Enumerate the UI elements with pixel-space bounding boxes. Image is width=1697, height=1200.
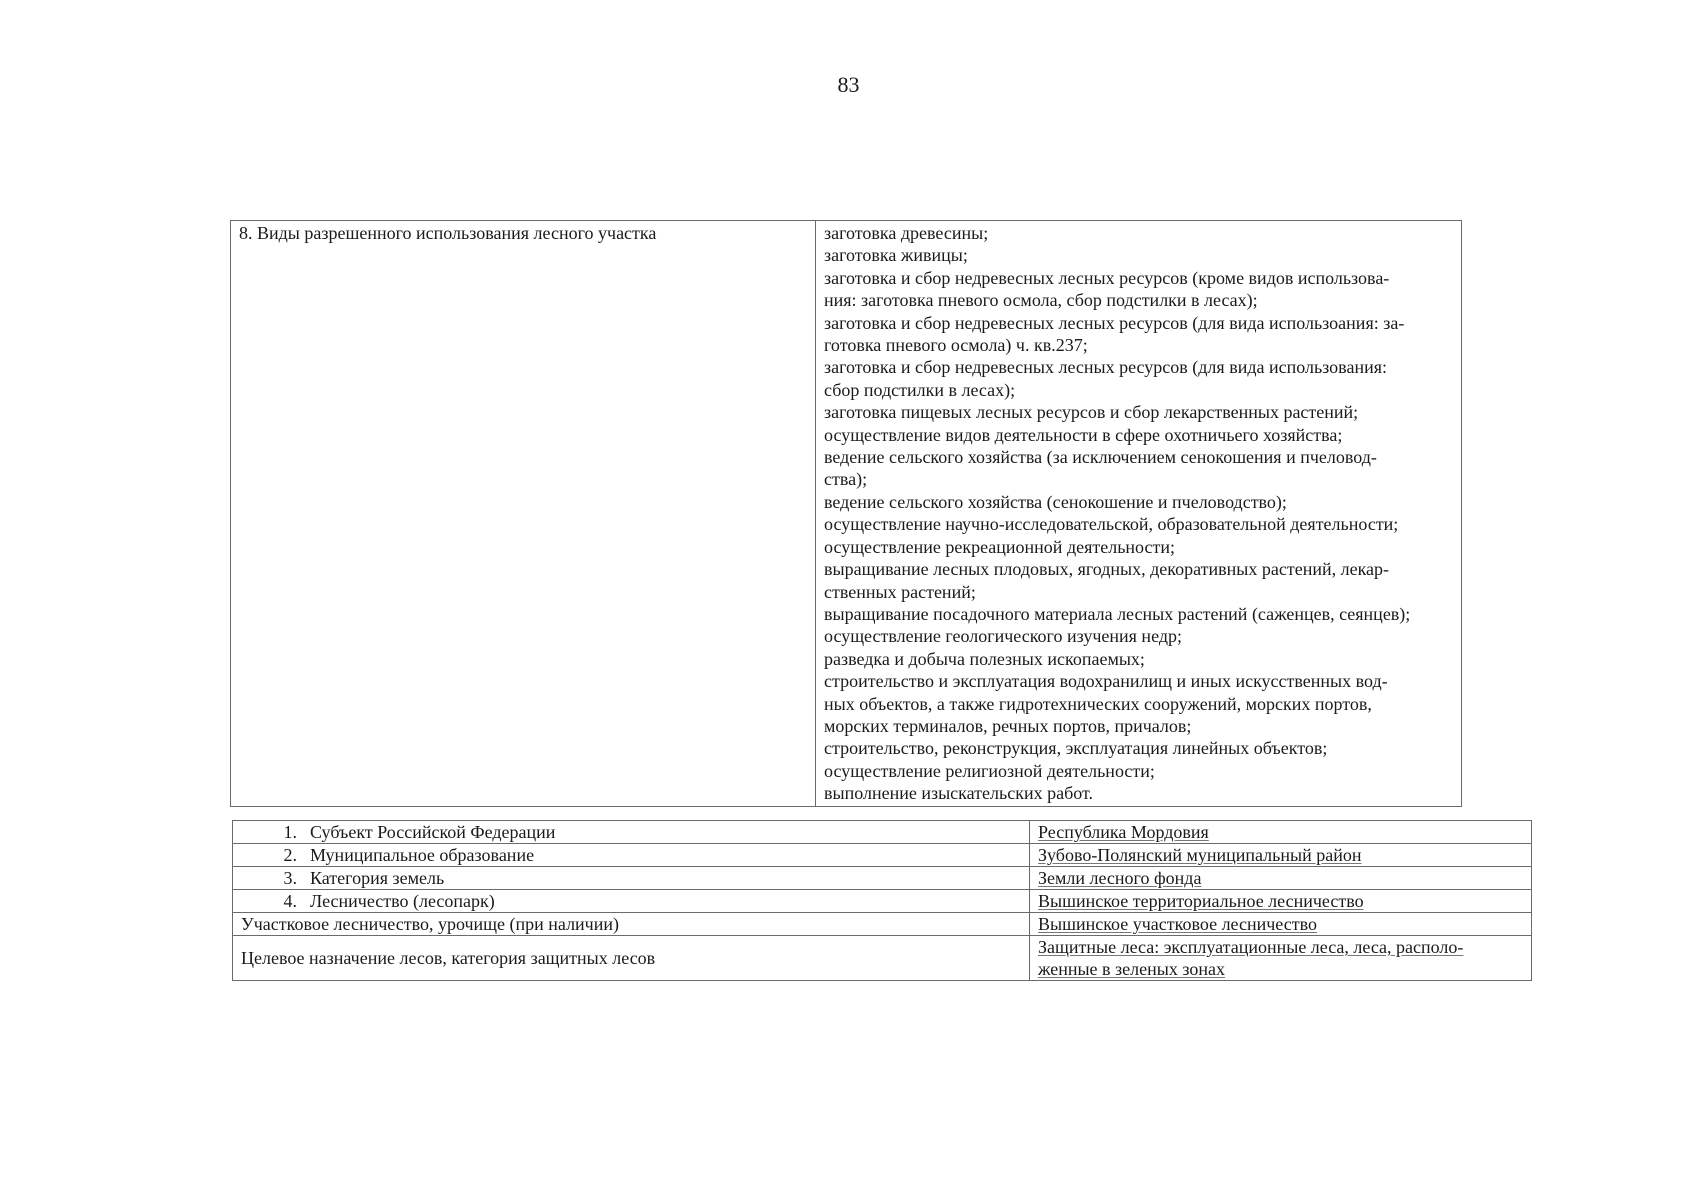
row-label	[233, 913, 1030, 936]
row-value-text: Зубово-Полянский муниципальный район	[1038, 845, 1362, 865]
row-number: 1.	[283, 822, 297, 842]
row-value	[1030, 844, 1532, 867]
row-label-text: Категория земель	[310, 868, 445, 888]
list-item: выполнение изыскательских работ.	[824, 783, 1094, 804]
row-value-text: Вышинское участковое лесничество	[1038, 914, 1317, 934]
permitted-uses-label: 8. Виды разрешенного использования лесного участка	[231, 221, 816, 807]
list-item: осуществление видов деятельности в сфере охотничьего хозяйства;	[824, 424, 1343, 445]
table-row	[233, 913, 1532, 936]
list-item: строительство и эксплуатация водохранилищ и иных искусственных вод-	[824, 671, 1388, 692]
list-item: строительство, реконструкция, эксплуатация линейных объектов;	[824, 738, 1328, 759]
row-value	[1030, 936, 1532, 981]
list-item: выращивание лесных плодовых, ягодных, декоративных растений, лекар-	[824, 559, 1390, 580]
list-item: ведение сельского хозяйства (за исключением сенокошения и пчеловод-	[824, 447, 1377, 468]
row-value-text: Республика Мордовия	[1038, 822, 1209, 842]
list-item: разведка и добыча полезных ископаемых;	[824, 648, 1145, 669]
row-label-text: Участковое лесничество, урочище (при наличии)	[241, 914, 619, 934]
list-item: ния: заготовка пневого осмола, сбор подстилки в лесах);	[824, 290, 1258, 311]
table-row	[233, 867, 1532, 890]
row-value-text: Земли лесного фонда	[1038, 868, 1202, 888]
row-label-text: Целевое назначение лесов, категория защитных лесов	[241, 948, 656, 968]
table-row	[231, 221, 1462, 807]
row-value-text: женные в зеленых зонах	[1038, 959, 1225, 979]
row-value	[1030, 890, 1532, 913]
permitted-uses-table	[230, 220, 1462, 807]
list-item: осуществление геологического изучения недр;	[824, 626, 1182, 647]
list-item: сбор подстилки в лесах);	[824, 379, 1016, 400]
list-item: заготовка пищевых лесных ресурсов и сбор лекарственных растений;	[824, 402, 1359, 423]
table-row	[233, 890, 1532, 913]
row-label	[233, 821, 1030, 844]
list-item: выращивание посадочного материала лесных растений (саженцев, сеянцев);	[824, 603, 1411, 624]
list-item: осуществление религиозной деятельности;	[824, 760, 1155, 781]
list-item: осуществление рекреационной деятельности;	[824, 536, 1175, 557]
row-number: 3.	[283, 868, 297, 888]
list-item: ственных растений;	[824, 581, 976, 602]
list-item: ства);	[824, 469, 868, 490]
table-row	[233, 844, 1532, 867]
row-value	[1030, 867, 1532, 890]
row-label	[233, 867, 1030, 890]
list-item: ведение сельского хозяйства (сенокошение и пчеловодство);	[824, 491, 1287, 512]
row-number: 2.	[283, 845, 297, 865]
list-item: заготовка и сбор недревесных лесных ресурсов (кроме видов использова-	[824, 267, 1390, 288]
row-value-text: Защитные леса: эксплуатационные леса, леса, располо-	[1038, 937, 1464, 957]
permitted-uses-list	[816, 221, 1462, 807]
page-number: 83	[837, 72, 860, 97]
list-item: заготовка живицы;	[824, 245, 968, 266]
list-item: осуществление научно-исследовательской, образовательной деятельности;	[824, 514, 1399, 535]
row-label-text: Субъект Российской Федерации	[310, 822, 556, 842]
forest-plot-info-table	[232, 820, 1532, 981]
table-row	[233, 936, 1532, 981]
table-row	[233, 821, 1532, 844]
row-label-text: Лесничество (лесопарк)	[310, 891, 495, 911]
row-value	[1030, 913, 1532, 936]
row-value-text: Вышинское территориальное лесничество	[1038, 891, 1364, 911]
row-value	[1030, 821, 1532, 844]
list-item: готовка пневого осмола) ч. кв.237;	[824, 335, 1088, 356]
list-item: ных объектов, а также гидротехнических сооружений, морских портов,	[824, 693, 1372, 714]
list-item: заготовка и сбор недревесных лесных ресурсов (для вида использоания: за-	[824, 312, 1405, 333]
row-label	[233, 844, 1030, 867]
row-label	[233, 890, 1030, 913]
row-label-text: Муниципальное образование	[310, 845, 535, 865]
list-item: заготовка и сбор недревесных лесных ресурсов (для вида использования:	[824, 357, 1387, 378]
row-label	[233, 936, 1030, 981]
list-item: заготовка древесины;	[824, 223, 989, 243]
row-number: 4.	[283, 891, 297, 911]
list-item: морских терминалов, речных портов, причалов;	[824, 715, 1192, 736]
